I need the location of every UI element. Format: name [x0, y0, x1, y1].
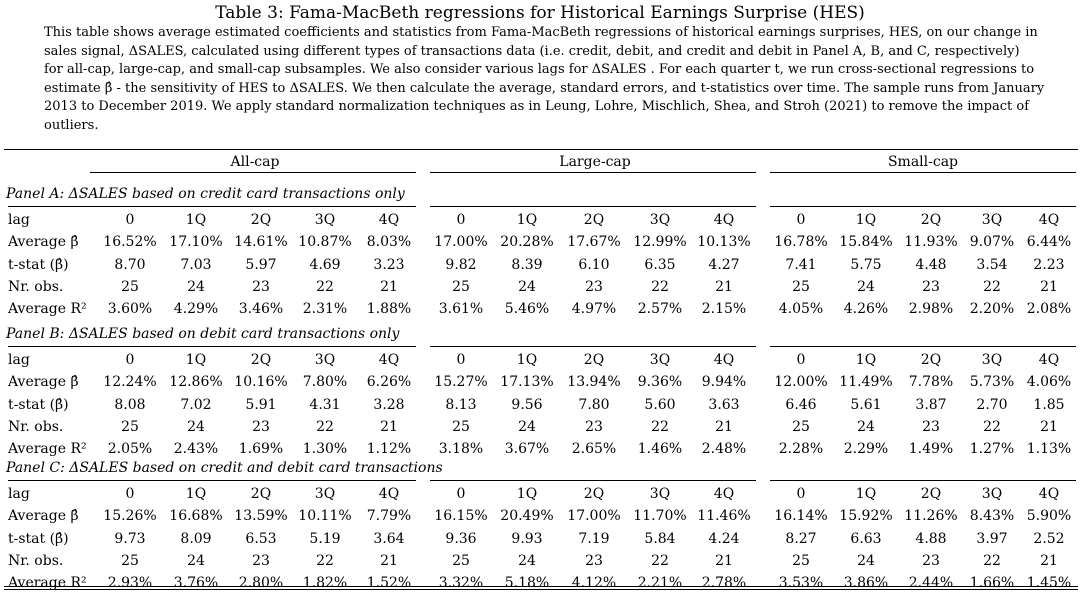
- table-cell: 2.65%: [571, 441, 617, 457]
- lag-header-cell: 4Q: [378, 486, 400, 502]
- table-cell: 9.07%: [969, 234, 1015, 250]
- table-cell: 3.67%: [504, 441, 550, 457]
- table-cell: 8.09: [180, 531, 212, 547]
- lag-header-cell: 4Q: [1038, 486, 1060, 502]
- table-cell: 22: [983, 553, 1001, 569]
- table-cell: 15.26%: [103, 508, 157, 524]
- table-cell: 9.36%: [637, 374, 683, 390]
- table-cell: 3.32%: [438, 575, 484, 591]
- lag-header-cell: 1Q: [185, 212, 207, 228]
- panel-group-rule: [430, 480, 756, 481]
- table-cell: 3.64: [373, 531, 405, 547]
- table-cell: 1.12%: [366, 441, 412, 457]
- table-cell: 23: [585, 553, 603, 569]
- lag-header-cell: 1Q: [516, 212, 538, 228]
- table-cell: 5.91: [245, 397, 277, 413]
- lag-header-cell: 0: [796, 352, 806, 368]
- lag-header-cell: 4Q: [378, 352, 400, 368]
- table-cell: 21: [715, 279, 733, 295]
- table-cell: 11.93%: [904, 234, 958, 250]
- table-cell: 17.10%: [169, 234, 223, 250]
- table-cell: 22: [316, 279, 334, 295]
- table-cell: 7.80: [578, 397, 610, 413]
- table-cell: 2.15%: [701, 301, 747, 317]
- table-cell: 20.28%: [500, 234, 554, 250]
- lag-header-cell: 2Q: [920, 212, 942, 228]
- table-cell: 25: [452, 553, 470, 569]
- row-label-avg-beta: Average β̂: [8, 508, 79, 524]
- table-cell: 23: [922, 553, 940, 569]
- top-rule: [4, 149, 1078, 150]
- panel-group-rule: [430, 346, 756, 347]
- table-cell: 16.68%: [169, 508, 223, 524]
- table-cell: 8.27: [785, 531, 817, 547]
- table-cell: 1.45%: [1026, 575, 1072, 591]
- table-cell: 3.60%: [107, 301, 153, 317]
- table-cell: 2.78%: [701, 575, 747, 591]
- lag-header-cell: 4Q: [713, 352, 735, 368]
- table-cell: 25: [792, 279, 810, 295]
- table-cell: 25: [121, 279, 139, 295]
- panel-group-rule: [770, 480, 1076, 481]
- table-cell: 4.69: [309, 257, 341, 273]
- table-cell: 2.28%: [778, 441, 824, 457]
- table-cell: 22: [316, 553, 334, 569]
- table-cell: 6.63: [850, 531, 882, 547]
- table-cell: 24: [518, 553, 536, 569]
- panel-group-rule: [8, 346, 416, 347]
- table-cell: 2.48%: [701, 441, 747, 457]
- table-cell: 12.24%: [103, 374, 157, 390]
- panel-title: Panel B: ΔSALES based on debit card transactions only: [6, 326, 400, 342]
- table-cell: 7.03: [180, 257, 212, 273]
- table-cell: 4.31: [309, 397, 341, 413]
- table-cell: 8.03%: [366, 234, 412, 250]
- table-cell: 23: [922, 419, 940, 435]
- table-cell: 2.57%: [637, 301, 683, 317]
- table-cell: 8.08: [114, 397, 146, 413]
- lag-header-cell: 1Q: [516, 486, 538, 502]
- lag-header-cell: 3Q: [649, 486, 671, 502]
- table-cell: 10.16%: [234, 374, 288, 390]
- lag-header-cell: 1Q: [855, 212, 877, 228]
- lag-header-cell: 3Q: [981, 352, 1003, 368]
- table-cell: 1.85: [1033, 397, 1065, 413]
- table-cell: 7.19: [578, 531, 610, 547]
- bottom-rule-1: [4, 586, 1078, 587]
- table-cell: 3.54: [976, 257, 1008, 273]
- table-cell: 2.21%: [637, 575, 683, 591]
- table-cell: 25: [121, 553, 139, 569]
- table-cell: 17.13%: [500, 374, 554, 390]
- panel-group-rule: [430, 206, 756, 207]
- lag-header-cell: 2Q: [583, 486, 605, 502]
- table-cell: 4.29%: [173, 301, 219, 317]
- table-cell: 6.53: [245, 531, 277, 547]
- row-label-tstat: t-stat (β̂): [8, 397, 69, 413]
- table-cell: 1.27%: [969, 441, 1015, 457]
- row-label-avg-r2: Average R²: [8, 575, 87, 591]
- table-cell: 2.98%: [908, 301, 954, 317]
- lag-header-cell: 0: [125, 212, 135, 228]
- table-cell: 8.39: [511, 257, 543, 273]
- table-cell: 15.84%: [839, 234, 893, 250]
- group-rule-all-cap: [90, 172, 416, 173]
- lag-header-cell: 4Q: [1038, 212, 1060, 228]
- lag-header-cell: 3Q: [314, 486, 336, 502]
- table-cell: 2.20%: [969, 301, 1015, 317]
- bottom-rule-2: [4, 589, 1078, 590]
- group-header-small-cap: Small-cap: [887, 154, 959, 170]
- panel-group-rule: [770, 206, 1076, 207]
- row-label-nobs: Nr. obs.: [8, 419, 64, 435]
- table-cell: 4.97%: [571, 301, 617, 317]
- lag-header-cell: 4Q: [1038, 352, 1060, 368]
- table-cell: 15.92%: [839, 508, 893, 524]
- lag-header-cell: 2Q: [250, 486, 272, 502]
- table-cell: 23: [252, 419, 270, 435]
- table-cell: 21: [380, 419, 398, 435]
- caption-line: 2013 to December 2019. We apply standard normalization techniques as in Leung, Lohre, Mischlich, Shea, and Stroh (2021) to remove the impact of: [44, 99, 1030, 115]
- table-cell: 2.29%: [843, 441, 889, 457]
- table-cell: 3.53%: [778, 575, 824, 591]
- table-cell: 9.94%: [701, 374, 747, 390]
- table-cell: 21: [1040, 279, 1058, 295]
- lag-header-cell: 2Q: [583, 352, 605, 368]
- table-cell: 2.43%: [173, 441, 219, 457]
- table-cell: 4.27: [708, 257, 740, 273]
- table-cell: 13.59%: [234, 508, 288, 524]
- table-cell: 3.63: [708, 397, 740, 413]
- table-cell: 13.94%: [567, 374, 621, 390]
- panel-title: Panel A: ΔSALES based on credit card transactions only: [6, 186, 405, 202]
- table-cell: 25: [452, 279, 470, 295]
- table-cell: 21: [715, 419, 733, 435]
- lag-header-cell: 1Q: [855, 352, 877, 368]
- table-cell: 5.73%: [969, 374, 1015, 390]
- row-label-lag: lag: [8, 486, 30, 502]
- lag-header-cell: 1Q: [185, 352, 207, 368]
- table-cell: 20.49%: [500, 508, 554, 524]
- table-cell: 6.26%: [366, 374, 412, 390]
- table-cell: 7.80%: [302, 374, 348, 390]
- table-cell: 22: [983, 279, 1001, 295]
- table-cell: 23: [252, 553, 270, 569]
- table-cell: 1.46%: [637, 441, 683, 457]
- table-cell: 22: [651, 553, 669, 569]
- table-cell: 2.44%: [908, 575, 954, 591]
- row-label-avg-r2: Average R²: [8, 441, 87, 457]
- lag-header-cell: 1Q: [185, 486, 207, 502]
- row-label-lag: lag: [8, 352, 30, 368]
- lag-header-cell: 0: [125, 352, 135, 368]
- group-rule-large-cap: [430, 172, 756, 173]
- table-cell: 24: [187, 553, 205, 569]
- table-cell: 8.43%: [969, 508, 1015, 524]
- table-cell: 2.31%: [302, 301, 348, 317]
- lag-header-cell: 4Q: [378, 212, 400, 228]
- lag-header-cell: 1Q: [516, 352, 538, 368]
- row-label-nobs: Nr. obs.: [8, 279, 64, 295]
- table-cell: 10.11%: [298, 508, 352, 524]
- table-cell: 17.00%: [434, 234, 488, 250]
- lag-header-cell: 0: [125, 486, 135, 502]
- table-cell: 5.75: [850, 257, 882, 273]
- table-cell: 7.41: [785, 257, 817, 273]
- lag-header-cell: 2Q: [250, 352, 272, 368]
- row-label-tstat: t-stat (β̂): [8, 257, 69, 273]
- table-cell: 23: [922, 279, 940, 295]
- table-cell: 10.87%: [298, 234, 352, 250]
- group-rule-small-cap: [770, 172, 1076, 173]
- lag-header-cell: 3Q: [314, 352, 336, 368]
- lag-header-cell: 4Q: [713, 212, 735, 228]
- table-cell: 3.87: [915, 397, 947, 413]
- table-cell: 11.26%: [904, 508, 958, 524]
- caption-line: sales signal, ΔSALES, calculated using different types of transactions data (i.e. credit, debit, and credit and debit in Panel A, B, and C, respectively): [44, 43, 1020, 59]
- table-cell: 24: [518, 279, 536, 295]
- table-cell: 21: [1040, 419, 1058, 435]
- table-cell: 4.24: [708, 531, 740, 547]
- table-cell: 2.23: [1033, 257, 1065, 273]
- lag-header-cell: 2Q: [920, 352, 942, 368]
- table-cell: 3.46%: [238, 301, 284, 317]
- group-header-all-cap: All-cap: [230, 154, 280, 170]
- table-cell: 21: [715, 553, 733, 569]
- row-label-tstat: t-stat (β̂): [8, 531, 69, 547]
- table-cell: 9.82: [445, 257, 477, 273]
- table-cell: 4.06%: [1026, 374, 1072, 390]
- lag-header-cell: 0: [796, 212, 806, 228]
- table-cell: 24: [187, 279, 205, 295]
- row-label-nobs: Nr. obs.: [8, 553, 64, 569]
- table-cell: 22: [983, 419, 1001, 435]
- table-cell: 3.76%: [173, 575, 219, 591]
- lag-header-cell: 0: [456, 486, 466, 502]
- table-cell: 1.69%: [238, 441, 284, 457]
- table-cell: 24: [518, 419, 536, 435]
- table-cell: 24: [857, 553, 875, 569]
- caption-line: This table shows average estimated coefficients and statistics from Fama-MacBeth regressions of historical earnings surprises, HES, on our change in: [44, 25, 1038, 40]
- table-cell: 2.70: [976, 397, 1008, 413]
- lag-header-cell: 3Q: [981, 212, 1003, 228]
- table-cell: 4.26%: [843, 301, 889, 317]
- table-cell: 5.84: [644, 531, 676, 547]
- lag-header-cell: 0: [456, 352, 466, 368]
- table-cell: 1.82%: [302, 575, 348, 591]
- table-cell: 3.61%: [438, 301, 484, 317]
- table-cell: 3.18%: [438, 441, 484, 457]
- table-cell: 25: [792, 553, 810, 569]
- table-cell: 25: [792, 419, 810, 435]
- table-cell: 5.97: [245, 257, 277, 273]
- table-cell: 10.13%: [697, 234, 751, 250]
- row-label-lag: lag: [8, 212, 30, 228]
- table-cell: 22: [651, 419, 669, 435]
- table-cell: 16.15%: [434, 508, 488, 524]
- table-title: Table 3: Fama-MacBeth regressions for Historical Earnings Surprise (HES): [215, 3, 865, 23]
- table-cell: 22: [316, 419, 334, 435]
- table-cell: 9.93: [511, 531, 543, 547]
- lag-header-cell: 0: [796, 486, 806, 502]
- table-cell: 24: [857, 419, 875, 435]
- table-cell: 21: [1040, 553, 1058, 569]
- table-cell: 7.79%: [366, 508, 412, 524]
- lag-header-cell: 2Q: [920, 486, 942, 502]
- table-cell: 1.52%: [366, 575, 412, 591]
- table-cell: 16.52%: [103, 234, 157, 250]
- table-cell: 1.30%: [302, 441, 348, 457]
- table-cell: 4.05%: [778, 301, 824, 317]
- table-cell: 1.88%: [366, 301, 412, 317]
- lag-header-cell: 4Q: [713, 486, 735, 502]
- table-cell: 6.44%: [1026, 234, 1072, 250]
- table-cell: 15.27%: [434, 374, 488, 390]
- table-cell: 2.05%: [107, 441, 153, 457]
- table-cell: 12.86%: [169, 374, 223, 390]
- table-cell: 1.66%: [969, 575, 1015, 591]
- panel-group-rule: [770, 346, 1076, 347]
- lag-header-cell: 0: [456, 212, 466, 228]
- table-cell: 6.46: [785, 397, 817, 413]
- table-caption: [44, 24, 1044, 136]
- table-cell: 5.18%: [504, 575, 550, 591]
- table-cell: 14.61%: [234, 234, 288, 250]
- table-cell: 17.67%: [567, 234, 621, 250]
- table-cell: 3.23: [373, 257, 405, 273]
- table-cell: 22: [651, 279, 669, 295]
- table-cell: 9.56: [511, 397, 543, 413]
- table-cell: 11.46%: [697, 508, 751, 524]
- table-cell: 5.90%: [1026, 508, 1072, 524]
- lag-header-cell: 3Q: [649, 212, 671, 228]
- table-cell: 4.88: [915, 531, 947, 547]
- table-cell: 3.97: [976, 531, 1008, 547]
- table-cell: 23: [252, 279, 270, 295]
- table-cell: 5.19: [309, 531, 341, 547]
- table-cell: 6.35: [644, 257, 676, 273]
- table-cell: 23: [585, 419, 603, 435]
- lag-header-cell: 3Q: [649, 352, 671, 368]
- table-cell: 16.78%: [774, 234, 828, 250]
- panel-group-rule: [8, 480, 416, 481]
- group-header-large-cap: Large-cap: [559, 154, 631, 170]
- table-cell: 6.10: [578, 257, 610, 273]
- table-cell: 23: [585, 279, 603, 295]
- table-cell: 7.02: [180, 397, 212, 413]
- table-cell: 24: [187, 419, 205, 435]
- table-cell: 1.13%: [1026, 441, 1072, 457]
- table-cell: 5.60: [644, 397, 676, 413]
- lag-header-cell: 2Q: [250, 212, 272, 228]
- table-cell: 11.70%: [633, 508, 687, 524]
- table-cell: 4.48: [915, 257, 947, 273]
- table-cell: 5.61: [850, 397, 882, 413]
- table-cell: 2.08%: [1026, 301, 1072, 317]
- table-cell: 17.00%: [567, 508, 621, 524]
- table-cell: 3.86%: [843, 575, 889, 591]
- row-label-avg-beta: Average β̂: [8, 234, 79, 250]
- table-cell: 16.14%: [774, 508, 828, 524]
- table-cell: 24: [857, 279, 875, 295]
- table-cell: 1.49%: [908, 441, 954, 457]
- table-cell: 5.46%: [504, 301, 550, 317]
- table-cell: 21: [380, 553, 398, 569]
- table-cell: 4.12%: [571, 575, 617, 591]
- table-cell: 12.00%: [774, 374, 828, 390]
- caption-line: outliers.: [44, 117, 99, 133]
- caption-line: estimate β̂ - the sensitivity of HES to ΔSALES. We then calculate the average, standard errors, and t-statistics over time. The sample runs from January: [44, 80, 1045, 96]
- table-cell: 12.99%: [633, 234, 687, 250]
- lag-header-cell: 2Q: [583, 212, 605, 228]
- table-cell: 2.52: [1033, 531, 1065, 547]
- panel-group-rule: [8, 206, 416, 207]
- table-cell: 8.70: [114, 257, 146, 273]
- table-cell: 2.93%: [107, 575, 153, 591]
- lag-header-cell: 3Q: [981, 486, 1003, 502]
- lag-header-cell: 3Q: [314, 212, 336, 228]
- table-cell: 25: [452, 419, 470, 435]
- table-cell: 2.80%: [238, 575, 284, 591]
- panel-title: Panel C: ΔSALES based on credit and debit card transactions: [6, 460, 443, 476]
- table-cell: 9.36: [445, 531, 477, 547]
- lag-header-cell: 1Q: [855, 486, 877, 502]
- table-cell: 8.13: [445, 397, 477, 413]
- table-cell: 7.78%: [908, 374, 954, 390]
- row-label-avg-beta: Average β̂: [8, 374, 79, 390]
- table-cell: 25: [121, 419, 139, 435]
- table-cell: 3.28: [373, 397, 405, 413]
- table-cell: 9.73: [114, 531, 146, 547]
- caption-line: for all-cap, large-cap, and small-cap subsamples. We also consider various lags for ΔSALES . For each quarter t, we run cross-sectional regressions to: [44, 62, 1035, 78]
- table-cell: 11.49%: [839, 374, 893, 390]
- table-cell: 21: [380, 279, 398, 295]
- row-label-avg-r2: Average R²: [8, 301, 87, 317]
